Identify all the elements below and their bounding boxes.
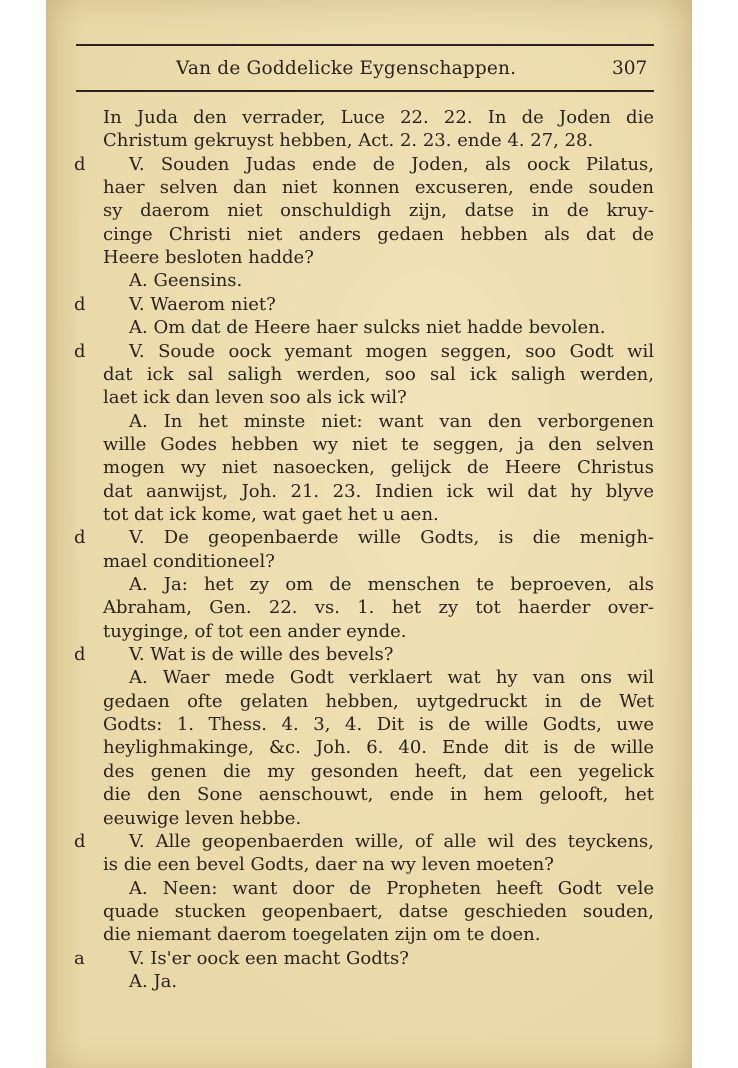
- text-line: V. Alle geopenbaerden wille, of alle wil des teyckens,: [129, 830, 654, 852]
- running-header-title: Van de Goddelicke Eygenschappen.: [176, 58, 517, 79]
- text-line: mogen wy niet nasoecken, gelijck de Heere Christus: [103, 457, 654, 479]
- page-number: 307: [612, 58, 648, 79]
- margin-mark: d: [74, 153, 86, 175]
- text-line: Heere besloten hadde?: [103, 247, 314, 269]
- header-rule-bottom: [76, 90, 654, 92]
- text-line: V. Soude oock yemant mogen seggen, soo Godt wil: [129, 340, 654, 362]
- header-rule-top: [76, 44, 654, 46]
- text-line: A. Geensins.: [129, 270, 243, 292]
- margin-mark: d: [74, 830, 86, 852]
- margin-mark: d: [74, 340, 86, 362]
- text-line: In Juda den verrader, Luce 22. 22. In de Joden die: [103, 107, 654, 128]
- text-line: die niemant daerom toegelaten zijn om te doen.: [103, 924, 541, 946]
- text-line: V. Waerom niet?: [129, 293, 276, 315]
- text-line: V. Souden Judas ende de Joden, als oock Pilatus,: [129, 153, 654, 175]
- text-line: sy daerom niet onschuldigh zijn, datse in de kruy-: [103, 200, 654, 222]
- text-line: mael conditioneel?: [103, 550, 275, 572]
- text-line: dat aanwijst, Joh. 21. 23. Indien ick wil dat hy blyve: [103, 480, 654, 502]
- text-line: heylighmakinge, &c. Joh. 6. 40. Ende dit is de wille: [103, 737, 654, 759]
- text-line: V. Wat is de wille des bevels?: [129, 644, 394, 666]
- text-line: A. Ja: het zy om de menschen te beproeven, als: [129, 574, 654, 595]
- margin-mark: a: [74, 947, 85, 969]
- text-line: A. In het minste niet: want van den verborgenen: [129, 410, 654, 432]
- text-line: Godts: 1. Thess. 4. 3, 4. Dit is de wille Godts, uwe: [103, 714, 654, 736]
- text-line: Christum gekruyst hebben, Act. 2. 23. ende 4. 27, 28.: [103, 130, 594, 152]
- text-line: V. Is'er oock een macht Godts?: [129, 947, 409, 969]
- text-line: A. Neen: want door de Propheten heeft Godt vele: [129, 877, 654, 899]
- text-line: tuyginge, of tot een ander eynde.: [103, 620, 407, 642]
- text-line: dat ick sal saligh werden, soo sal ick saligh werden,: [103, 363, 654, 385]
- text-line: V. De geopenbaerde wille Godts, is die menigh-: [129, 527, 654, 549]
- text-line: tot dat ick kome, wat gaet het u aen.: [103, 503, 439, 525]
- margin-mark: d: [74, 527, 86, 549]
- text-line: quade stucken geopenbaert, datse geschieden souden,: [103, 900, 654, 922]
- text-line: laet ick dan leven soo als ick wil?: [103, 387, 407, 409]
- text-line: die den Sone aenschouwt, ende in hem gelooft, het: [103, 784, 654, 806]
- text-line: A. Om dat de Heere haer sulcks niet hadde bevolen.: [129, 317, 606, 339]
- text-line: A. Waer mede Godt verklaert wat hy van ons wil: [129, 667, 654, 689]
- text-line: Abraham, Gen. 22. vs. 1. het zy tot haerder over-: [103, 597, 654, 619]
- text-line: eeuwige leven hebbe.: [103, 807, 302, 829]
- text-line: des genen die my gesonden heeft, dat een yegelick: [103, 760, 654, 782]
- text-line: gedaen ofte gelaten hebben, uytgedruckt in de Wet: [103, 690, 654, 712]
- text-line: haer selven dan niet konnen excuseren, ende souden: [103, 177, 654, 199]
- text-line: cinge Christi niet anders gedaen hebben als dat de: [103, 223, 654, 245]
- text-line: wille Godes hebben wy niet te seggen, ja den selven: [103, 433, 654, 455]
- margin-mark: d: [74, 293, 86, 315]
- margin-mark: d: [74, 644, 86, 666]
- text-line: A. Ja.: [129, 970, 178, 992]
- text-line: is die een bevel Godts, daer na wy leven moeten?: [103, 854, 554, 876]
